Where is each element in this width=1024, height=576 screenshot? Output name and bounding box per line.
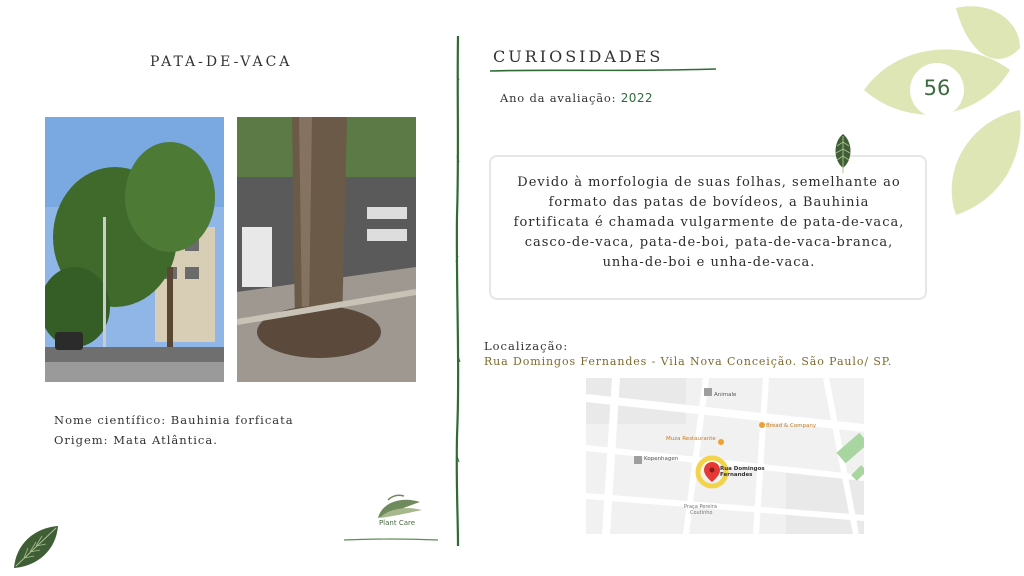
- evaluation-year-label: Ano da avaliação:: [500, 91, 617, 105]
- plant-care-logo: [368, 492, 430, 542]
- leaf-icon: [831, 132, 855, 174]
- evaluation-year-value: 2022: [620, 91, 653, 105]
- column-divider: [452, 36, 464, 546]
- svg-text:Kopenhagen: Kopenhagen: [644, 456, 679, 462]
- plant-title: PATA-DE-VACA: [150, 54, 293, 70]
- curiosities-title: CURIOSIDADES: [493, 47, 664, 66]
- svg-text:Muza Restaurante: Muza Restaurante: [666, 436, 716, 442]
- svg-text:Fernandes: Fernandes: [720, 472, 753, 478]
- curiosities-underline: [490, 66, 716, 74]
- logo-underline: [344, 538, 438, 542]
- decorative-leaf-bottom-left: [10, 522, 62, 572]
- evaluation-year: [500, 91, 653, 105]
- tree-trunk-photo: [237, 117, 416, 382]
- svg-text:Praça Pereira: Praça Pereira: [684, 504, 717, 510]
- origin: Origem: Mata Atlântica.: [54, 433, 218, 447]
- svg-text:Bread & Company: Bread & Company: [766, 423, 817, 429]
- page-number: 56: [923, 76, 951, 100]
- location-map[interactable]: [586, 378, 864, 534]
- svg-text:Animale: Animale: [714, 392, 737, 398]
- curiosity-text: Devido à morfologia de suas folhas, semelhante ao formato das patas de bovídeos, a Bauhinia fortificata é chamada vulgarmente de pata-de-vaca, casco-de-vaca, pata-de-boi, pata-de-vaca-branca, unha-de-boi e unha-de-vaca.: [513, 175, 905, 270]
- location-address: Rua Domingos Fernandes - Vila Nova Conceição. São Paulo/ SP.: [484, 355, 893, 368]
- scientific-name: Nome científico: Bauhinia forficata: [54, 413, 294, 427]
- svg-text:Rua Domingos: Rua Domingos: [720, 466, 765, 472]
- tree-street-photo: [45, 117, 224, 382]
- svg-text:Coutinho: Coutinho: [690, 510, 713, 516]
- location-label: Localização:: [484, 339, 569, 353]
- logo-text: Plant Care: [378, 519, 416, 527]
